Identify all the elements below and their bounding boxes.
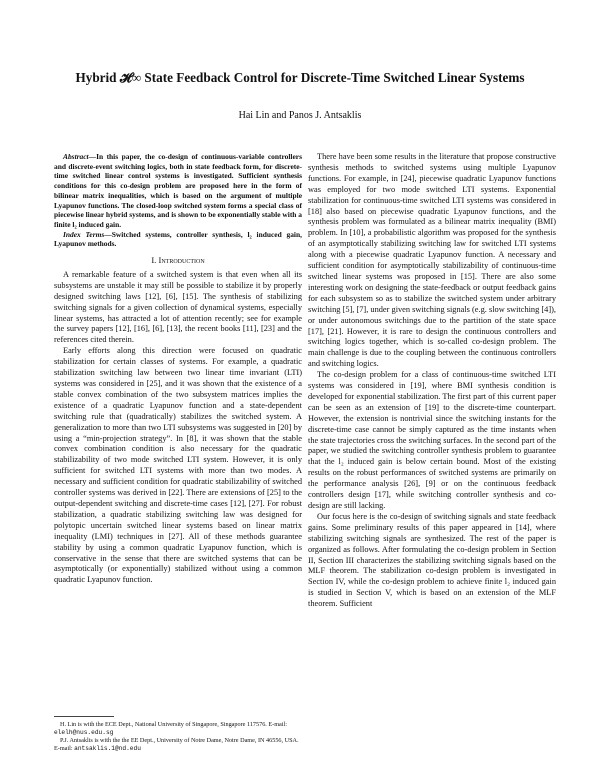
- paper-title: Hybrid 𝓗∞ State Feedback Control for Discrete-Time Switched Linear Systems: [75, 70, 525, 85]
- footnote-text: H. Lin is with the ECE Dept., National University of Singapore, Singapore 117576. E-mail:: [60, 721, 287, 728]
- abstract-text: —In this paper, the co-design of continuous-variable controllers and discrete-event switching logics, both in state feedback form, for discrete-time switched linear control systems is investigated. Sufficient synthesis conditions for this co-design problem are proposed here in the form of bilinear matrix inequalities, which is based on the argument of multiple Lyapunov functions. The closed-loop switched system forms a special class of piecewise linear hybrid systems, and is shown to be exponentially stable with a finite l₂ induced gain.: [54, 152, 303, 229]
- footnote-text: P.J. Antsaklis is with the the EE Dept., University of Notre Dame, Notre Dame, IN 46556, USA. E-mail:: [54, 737, 299, 752]
- index-terms-label: Index Terms: [63, 229, 105, 239]
- email-link[interactable]: elelh@nus.edu.sg: [54, 729, 114, 736]
- footnote-divider: [54, 716, 114, 717]
- paragraph: Our focus here is the co-design of switching signals and state feedback gains. Some preliminary results of this paper appeared in [14], where stabilizing switching signals are synthesized. The rest of the paper is organized as follows. After formulating the co-design problem in Section II, Section III characterizes the stabilizing switching signals based on the MLF theorem. The stabilization co-design problem is investigated in Section IV, while the co-design problem to achieve finite l₂ induced gain is studied in Section V, which is based on an extension of the MLF theorem. Sufficient: [308, 511, 556, 609]
- paragraph: The co-design problem for a class of continuous-time switched LTI systems was considered in [19], where BMI synthesis condition is developed for exponential stabilization. The first part of this current paper can be seen as an extension of [19] to the discrete-time counterpart. However, the extension is nontrivial since the switching instants for the discrete-time case cannot be simply captured as the time instants when the state trajectories cross the switching surfaces. In the second part of the paper, we studied the switching controller synthesis problem to guarantee that the l₂ induced gain is below certain bound. Most of the existing results on the robust performances of switched systems are primarily on the performance analysis [26], [9] or on the continuous feedback controllers design [17], while switching controller synthesis and co-design are still lacking.: [308, 370, 556, 510]
- section-heading-introduction: I. Introduction: [151, 255, 205, 266]
- footnote: [54, 737, 302, 753]
- paragraph: Early efforts along this direction were focused on quadratic stabilization for certain classes of systems. For example, a quadratic stabilization switching law between two linear time invariant (LTI) systems was considered in [25], and it was shown that the existence of a stable convex combination of the two subsystem matrices implies the existence of a quadratic Lyapunov function and a state-dependent switching rule that (quadratically) stabilizes the switched system. A generalization to more than two LTI subsystems was suggested in [20] by using a “min-projection strategy”. In [8], it was shown that the stable convex combination condition is also necessary for the quadratic stabilizability of two mode switched LTI system. However, it is only sufficient for switched LTI systems with more than two modes. A necessary and sufficient condition for quadratic stabilizability of switched controller systems was derived in [22]. There are extensions of [25] to the output-dependent switching and discrete-time cases [12], [27]. For robust stabilization, a quadratic stabilizing switching law was designed for polytopic uncertain switched linear systems based on linear matrix inequality (LMI) techniques in [27]. All of these methods guarantee stability by using a common quadratic Lyapunov function, which is conservative in the sense that there are switched systems that can be asymptotically (or exponentially) stabilized without using a common quadratic Lyapunov function.: [54, 346, 302, 585]
- left-column: [54, 152, 302, 586]
- abstract-label: Abstract: [63, 152, 89, 161]
- paragraph: There have been some results in the literature that propose constructive synthesis methods to switched systems using multiple Lyapunov functions. For example, in [24], piecewise quadratic Lyapunov functions was employed for two mode switched LTI systems. Exponential stabilization for continuous-time switched LTI systems was considered in [18] also based on piecewise quadratic Lyapunov functions, and the synthesis problem was formulated as a bilinear matrix inequality (BMI) problem. In [10], a probabilistic algorithm was proposed for the synthesis of an asymptotically stabilizing switching law for switched LTI systems along with a piecewise quadratic Lyapunov function. A necessary and sufficient condition for asymptotically stabilizability of continuous-time switched linear systems was proposed in [15]. There are also some interesting work on designing the state-feedback or output feedback gains for each subsystem so as to stabilize the switched system under arbitrary switching [5], [7], under given switching signals (e.g. slow switching [4]), or under autonomous switchings due to the partition of the state space [17], [21]. However, it is rare to design the continuous controllers and switching logics together, which is so-called co-design problem. The main challenge is due to the coupling between the continuous controllers and switching logics.: [308, 152, 556, 369]
- index-terms-text: —Switched systems, controller synthesis, l₂ induced gain, Lyapunov methods.: [54, 229, 302, 249]
- footnote: [54, 721, 302, 737]
- index-terms: [54, 230, 302, 249]
- abstract: [54, 152, 302, 230]
- right-column: [308, 152, 556, 610]
- paragraph: A remarkable feature of a switched system is that even when all its subsystems are unstable it may still be possible to stabilize it by properly designed switching laws [12], [6], [15]. The synthesis of stabilizing switching signals for a given collection of dynamical systems, especially linear systems, has attracted a lot of attention recently; see for example the survey papers [12], [16], [6], [13], the recent books [11], [23] and the references cited therein.: [54, 269, 302, 345]
- email-link[interactable]: antsaklis.1@nd.edu: [74, 745, 141, 752]
- authors: Hai Lin and Panos J. Antsaklis: [238, 110, 362, 121]
- footnotes: [54, 716, 302, 753]
